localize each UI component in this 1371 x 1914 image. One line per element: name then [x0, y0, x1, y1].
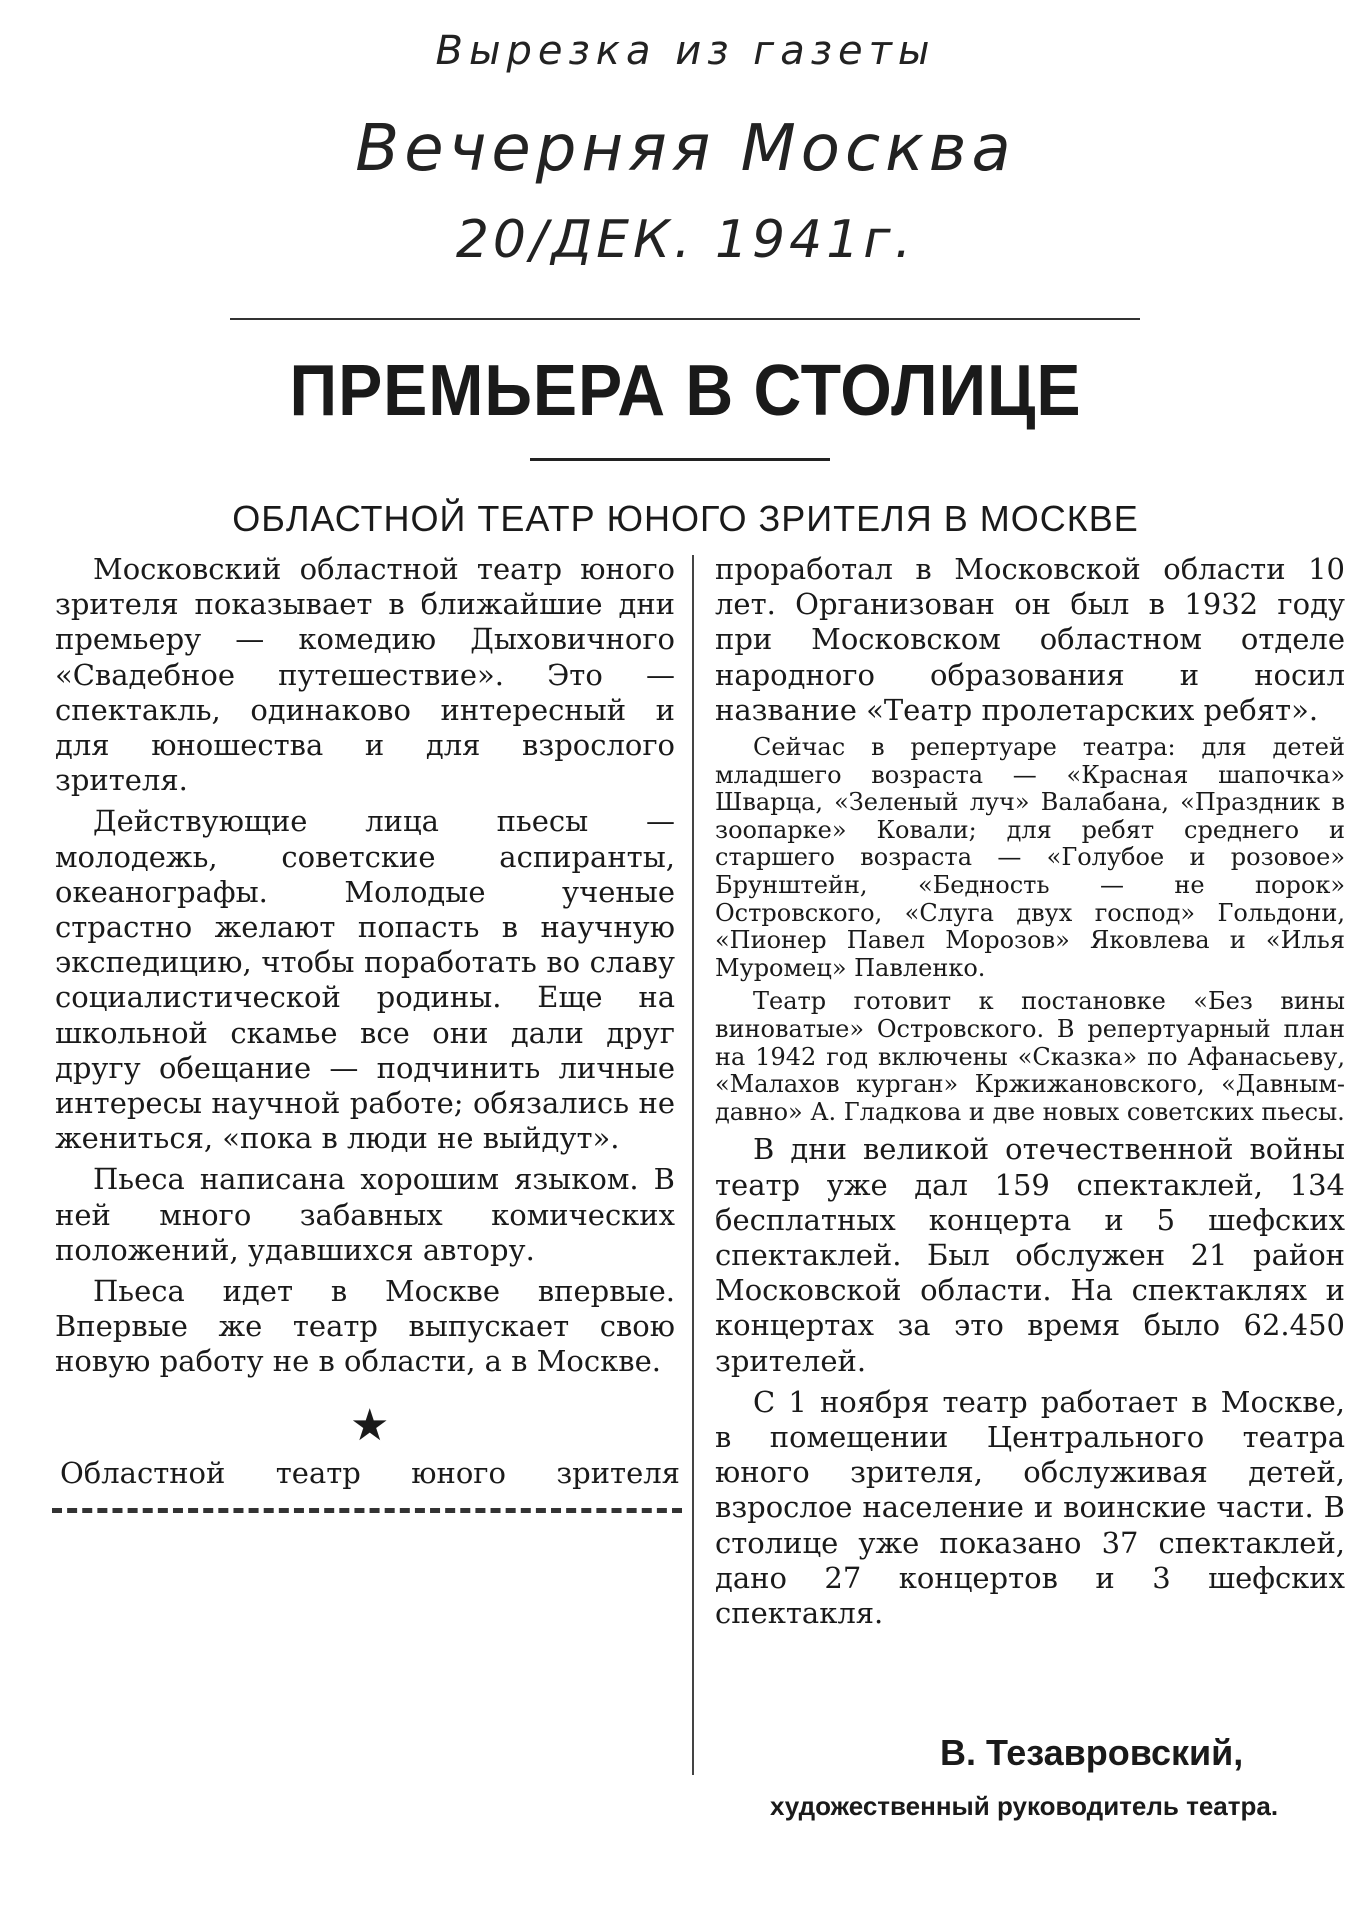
headline-rule [530, 458, 830, 461]
headline: ПРЕМЬЕРА В СТОЛИЦЕ [289, 351, 1082, 431]
byline-word-1: Областной [60, 1456, 226, 1490]
clipping-note-line2: Вечерняя Москва [355, 112, 1016, 186]
subheadline: ОБЛАСТНОЙ ТЕАТР ЮНОГО ЗРИТЕЛЯ В МОСКВЕ [232, 498, 1139, 539]
author-position: художественный руководитель театра. [770, 1791, 1279, 1821]
right-paragraph-3: Театр готовит к постановке «Без вины виноватые» Островского. В репертуарный план на 1942 год включены «Сказка» по Афанасьеву, «Малахов курган» Кржижановского, «Давным-давно» А. Гладкова и две новых советских пьесы. [715, 987, 1345, 1126]
right-paragraph-5: С 1 ноября театр работает в Москве, в помещении Центрального театра юного зрителя, обслуживая детей, взрослое население и воинские части. В столице уже показано 37 спектаклей, дано 27 концертов и 3 шефских спектакля. [715, 1384, 1345, 1630]
clipping-note-line1: Вырезка из газеты [435, 28, 936, 74]
author-name: В. Тезавровский, [940, 1732, 1244, 1773]
left-paragraph-4: Пьеса идет в Москве впервые. Впервые же театр выпускает свою новую работу не в области, а в Москве. [55, 1274, 675, 1379]
top-rule [230, 318, 1140, 320]
left-paragraph-2: Действующие лица пьесы — молодежь, советские аспиранты, океанографы. Молодые ученые страстно желают попасть в научную экспедицию, чтобы поработать во славу социалистической родины. Еще на школьной скамье все они дали друг другу обещание — подчинить личные интересы научной работе; обязались не жениться, «пока в люди не выйдут». [55, 804, 675, 1156]
right-paragraph-1: проработал в Московской области 10 лет. Организован он был в 1932 году при Московском областном отделе народного образования и носил название «Театр пролетарских ребят». [715, 552, 1345, 727]
byline-word-3: юного [411, 1456, 506, 1490]
star-icon: ★ [350, 1400, 390, 1451]
left-paragraph-3: Пьеса написана хорошим языком. В ней много забавных комических положений, удавшихся автору. [55, 1162, 675, 1267]
byline-word-2: театр [275, 1456, 361, 1490]
clipping-note-date: 20/ДЕК. 1941г. [455, 210, 916, 270]
column-divider [692, 555, 694, 1775]
byline-word-4: зрителя [556, 1456, 680, 1490]
left-paragraph-1: Московский областной театр юного зрителя показывает в ближайшие дни премьеру — комедию Дыховичного «Свадебное путешествие». Это — спектакль, одинаково интересный и для юношества и для взрослого зрителя. [55, 552, 675, 798]
right-paragraph-2: Сейчас в репертуаре театра: для детей младшего возраста — «Красная шапочка» Шварца, «Зеленый луч» Валабана, «Праздник в зоопарке» Ковали; для ребят среднего и старшего возраста — «Голубое и розовое» Брунштейн, «Бедность — не порок» Островского, «Слуга двух господ» Гольдони, «Пионер Павел Морозов» Яковлева и «Илья Муромец» Павленко. [715, 733, 1345, 982]
right-column [715, 552, 1345, 1631]
left-byline [60, 1456, 680, 1490]
left-column [55, 552, 675, 1380]
right-paragraph-4: В дни великой отечественной войны театр уже дал 159 спектаклей, 134 бесплатных концерта и 5 шефских спектаклей. Был обслужен 21 район Московской области. На спектаклях и концертах за это время было 62.450 зрителей. [715, 1132, 1345, 1378]
dashed-rule [52, 1508, 682, 1513]
